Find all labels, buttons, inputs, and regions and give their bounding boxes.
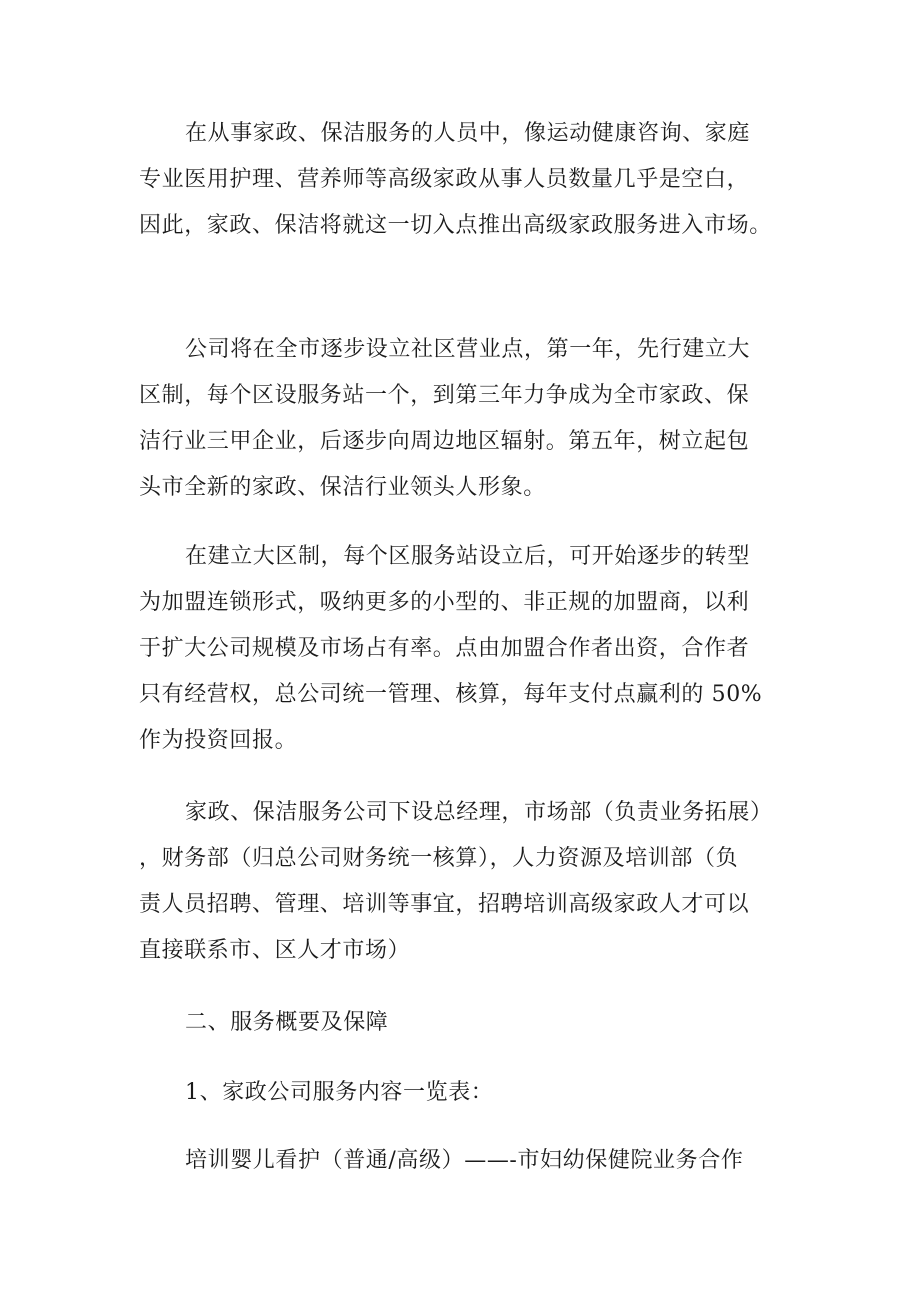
paragraph-1-line-1: 在从事家政、保洁服务的人员中，像运动健康咨询、家庭 bbox=[185, 121, 751, 146]
paragraph-4-line-1: 家政、保洁服务公司下设总经理，市场部（负责业务拓展） bbox=[185, 800, 773, 825]
service-item-line: 培训婴儿看护（普通/高级）——-市妇幼保健院业务合作 bbox=[185, 1148, 744, 1173]
paragraph-3-line-5: 作为投资回报。 bbox=[139, 728, 298, 753]
paragraph-4-line-4: 直接联系市、区人才市场） bbox=[139, 938, 411, 963]
paragraph-2-line-4: 头市全新的家政、保洁行业领头人形象。 bbox=[139, 475, 546, 500]
paragraph-2-line-2: 区制，每个区设服务站一个，到第三年力争成为全市家政、保 bbox=[139, 383, 750, 408]
paragraph-4-line-2: ，财务部（归总公司财务统一核算），人力资源及培训部（负 bbox=[139, 846, 739, 871]
paragraph-1-line-3: 因此，家政、保洁将就这一切入点推出高级家政服务进入市场。 bbox=[139, 213, 772, 238]
paragraph-3-line-4: 只有经营权，总公司统一管理、核算，每年支付点赢利的 50% bbox=[139, 682, 763, 707]
paragraph-3-line-2: 为加盟连锁形式，吸纳更多的小型的、非正规的加盟商，以利 bbox=[139, 590, 750, 615]
paragraph-1-line-2: 专业医用护理、营养师等高级家政从事人员数量几乎是空白， bbox=[139, 167, 750, 192]
paragraph-2-line-1: 公司将在全市逐步设立社区营业点，第一年，先行建立大 bbox=[185, 337, 751, 362]
paragraph-4-line-3: 责人员招聘、管理、培训等事宜，招聘培训高级家政人才可以 bbox=[139, 892, 750, 917]
sub-heading: 1、家政公司服务内容一览表： bbox=[185, 1080, 494, 1105]
paragraph-3-line-3: 于扩大公司规模及市场占有率。点由加盟合作者出资，合作者 bbox=[139, 636, 750, 661]
section-heading: 二、服务概要及保障 bbox=[185, 1010, 389, 1035]
paragraph-2-line-3: 洁行业三甲企业，后逐步向周边地区辐射。第五年，树立起包 bbox=[139, 429, 750, 454]
paragraph-3-line-1: 在建立大区制，每个区服务站设立后，可开始逐步的转型 bbox=[185, 544, 751, 569]
